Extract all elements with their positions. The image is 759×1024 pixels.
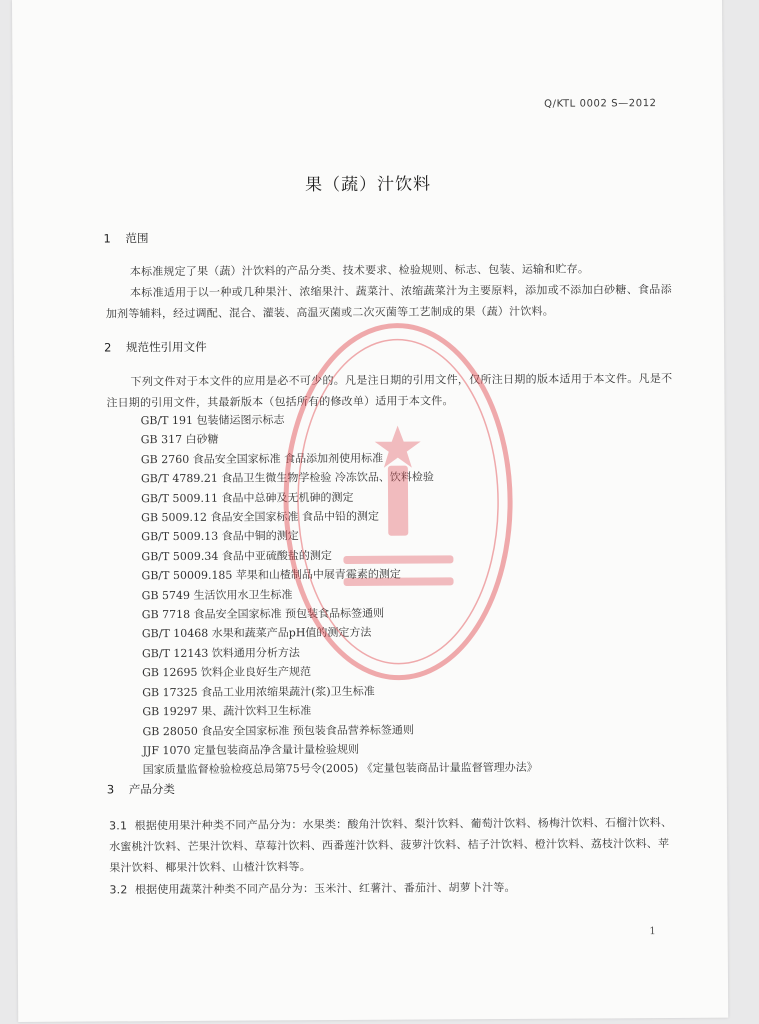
reference-item: GB/T 191 包装储运图示标志 xyxy=(140,413,285,428)
section-title: 范围 xyxy=(125,231,149,246)
reference-item: GB 19297 果、蔬汁饮料卫生标准 xyxy=(142,704,312,719)
reference-item: GB 5749 生活饮用水卫生标准 xyxy=(141,587,293,602)
reference-item: GB 317 白砂糖 xyxy=(140,433,219,447)
clause-3-1 xyxy=(109,812,675,878)
section-1-heading xyxy=(103,230,148,246)
clause-text: 根据使用果汁种类不同产品分为：水果类：酸角汁饮料、梨汁饮料、葡萄汁饮料、杨梅汁饮料、石榴汁饮料、水蜜桃汁饮料、芒果汁饮料、草莓汁饮料、西番莲汁饮料、菠萝汁饮料、桔子汁饮料、橙汁饮料、荔枝汁饮料、苹果汁饮料、椰果汁饮料、山楂汁饮料等。 xyxy=(109,815,673,875)
section-2-body xyxy=(106,368,672,413)
section-1-body xyxy=(106,258,672,324)
section-number: 3 xyxy=(106,782,115,797)
section-number: 2 xyxy=(104,340,112,355)
reference-item: GB/T 50009.185 苹果和山楂制品中展青霉素的测定 xyxy=(141,567,401,583)
paragraph: 本标准规定了果（蔬）汁饮料的产品分类、技术要求、检验规则、标志、包装、运输和贮存。 xyxy=(129,262,590,279)
reference-item: GB/T 5009.34 食品中亚硫酸盐的测定 xyxy=(141,548,332,564)
reference-item: GB 2760 食品安全国家标准 食品添加剂使用标准 xyxy=(140,451,384,467)
document-title: 果（蔬）汁饮料 xyxy=(305,174,432,196)
clause-number: 3.2 xyxy=(109,883,128,897)
reference-item: GB 28050 食品安全国家标准 预包装食品营养标签通则 xyxy=(142,723,414,738)
reference-list xyxy=(141,409,538,780)
section-title: 规范性引用文件 xyxy=(126,339,207,355)
document-page xyxy=(12,0,728,1022)
reference-item: GB 17325 食品工业用浓缩果蔬汁(浆)卫生标准 xyxy=(142,684,375,699)
reference-item: GB 7718 食品安全国家标准 预包装食品标签通则 xyxy=(141,606,385,622)
clause-text: 根据使用蔬菜汁种类不同产品分为：玉米汁、红薯汁、番茄汁、胡萝卜汁等。 xyxy=(134,880,516,897)
reference-item: JJF 1070 定量包装商品净含量计量检验规则 xyxy=(142,742,360,758)
section-title: 产品分类 xyxy=(128,782,175,797)
section-number: 1 xyxy=(103,231,111,246)
clause-3-2 xyxy=(109,876,675,900)
paragraph: 下列文件对于本文件的应用是必不可少的。凡是注日期的引用文件，仅所注日期的版本适用于本文件。凡是不注日期的引用文件，其最新版本（包括所有的修改单）适用于本文件。 xyxy=(106,371,673,410)
reference-item: GB/T 12143 饮料通用分析方法 xyxy=(141,646,300,661)
clause-number: 3.1 xyxy=(109,819,128,833)
section-3-heading xyxy=(107,781,175,797)
reference-item: 国家质量监督检验检疫总局第75号令(2005) 《定量包装商品计量监督管理办法》 xyxy=(142,761,538,777)
reference-item: GB/T 4789.21 食品卫生微生物学检验 冷冻饮品、饮料检验 xyxy=(140,470,434,486)
reference-item: GB 5009.12 食品安全国家标准 食品中铅的测定 xyxy=(141,509,380,525)
reference-item: GB/T 5009.13 食品中铜的测定 xyxy=(141,529,299,544)
section-2-heading xyxy=(104,339,207,356)
reference-item: GB/T 5009.11 食品中总砷及无机砷的测定 xyxy=(141,490,354,505)
standard-number: Q/KTL 0002 S—2012 xyxy=(544,98,657,110)
paragraph: 本标准适用于以一种或几种果汁、浓缩果汁、蔬菜汁、浓缩蔬菜汁为主要原料，添加或不添加白砂糖、食品添加剂等辅料，经过调配、混合、灌装、高温灭菌或二次灭菌等工艺制成的果（蔬）汁饮料。 xyxy=(105,282,672,321)
reference-item: GB/T 10468 水果和蔬菜产品pH值的测定方法 xyxy=(141,626,372,641)
page-number: 1 xyxy=(649,926,656,938)
reference-item: GB 12695 饮料企业良好生产规范 xyxy=(142,665,312,680)
